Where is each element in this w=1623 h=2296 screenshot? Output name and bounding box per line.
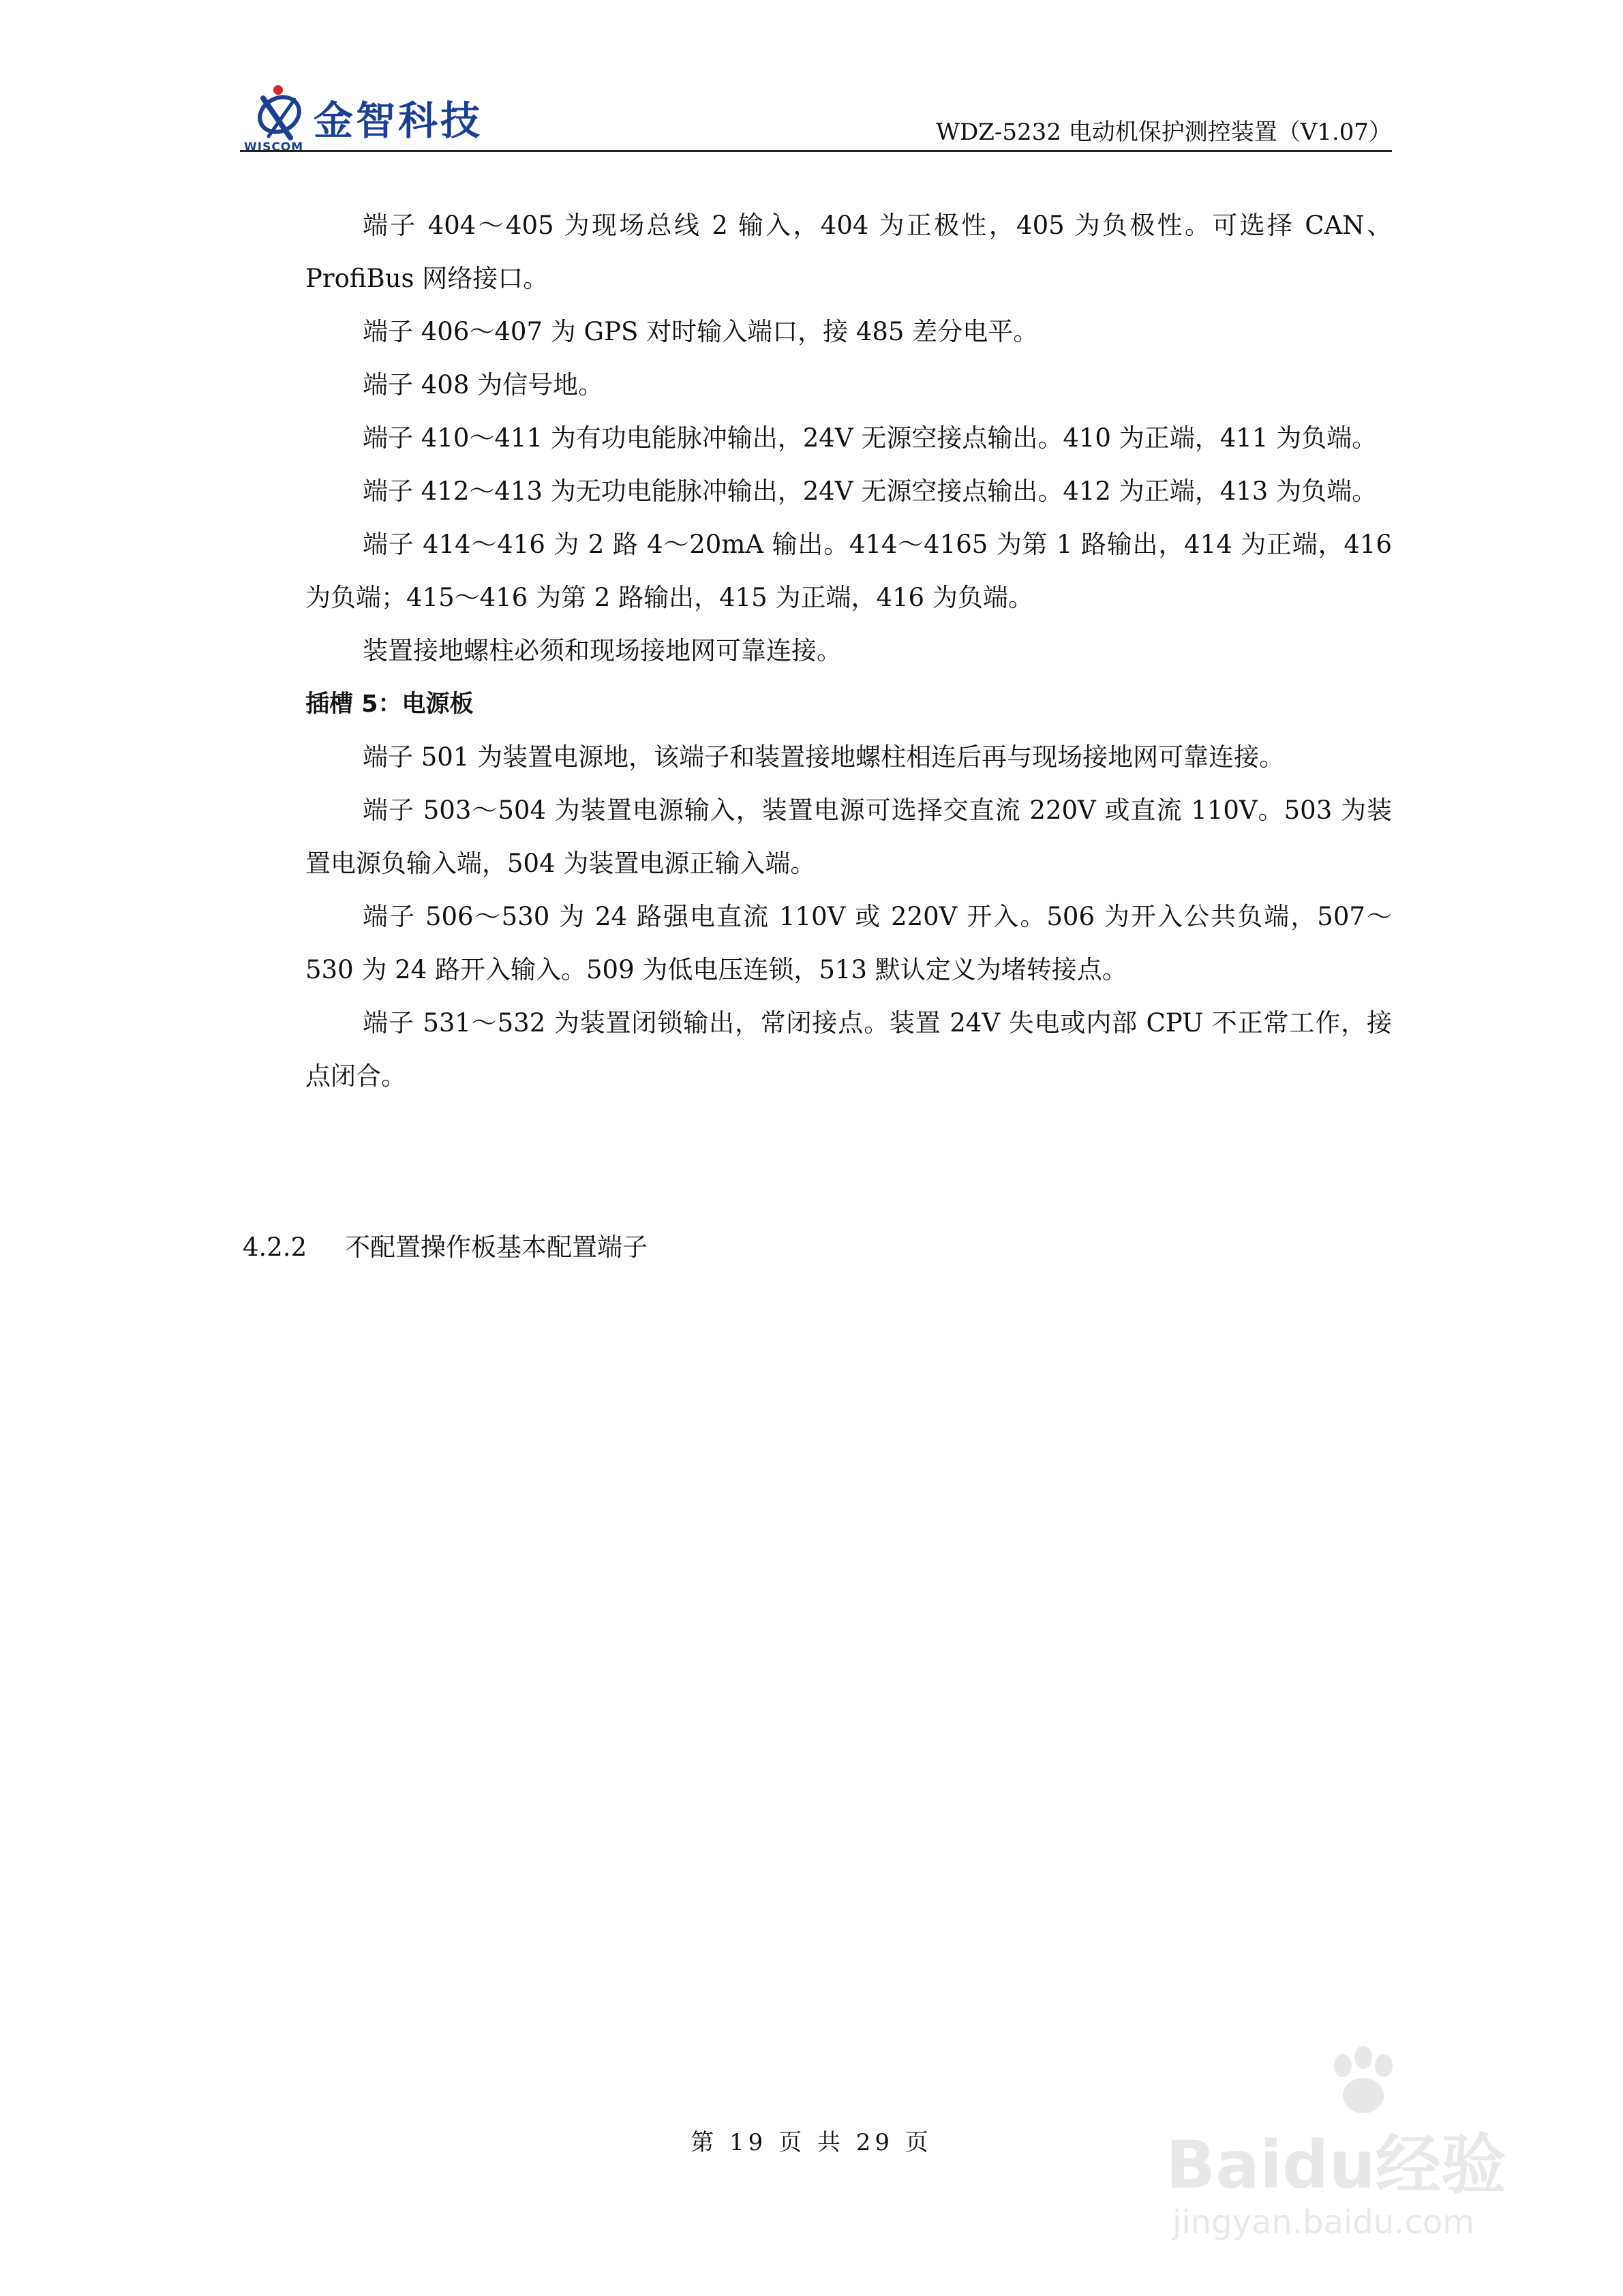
section-number: 4.2.2 xyxy=(243,1233,307,1262)
paragraph: 端子 503～504 为装置电源输入，装置电源可选择交直流 220V 或直流 110V。503 为装置电源负输入端，504 为装置电源正输入端。 xyxy=(305,796,1392,878)
wiscom-logo-icon xyxy=(244,80,307,154)
paragraph: 端子 408 为信号地。 xyxy=(363,370,604,399)
section-title: 不配置操作板基本配置端子 xyxy=(345,1233,648,1262)
paragraph: 端子 406～407 为 GPS 对时输入端口，接 485 差分电平。 xyxy=(363,317,1039,346)
paragraph: 端子 410～411 为有功电能脉冲输出，24V 无源空接点输出。410 为正端，411 为负端。 xyxy=(363,423,1378,453)
paragraph: 端子 531～532 为装置闭锁输出，常闭接点。装置 24V 失电或内部 CPU 不正常工作，接点闭合。 xyxy=(305,1008,1392,1091)
body-content xyxy=(305,199,1392,1103)
watermark-url: jingyan.baidu.com xyxy=(1172,2203,1474,2241)
section-heading xyxy=(243,1227,648,1268)
page-header xyxy=(240,65,1392,153)
header-divider xyxy=(240,150,1392,152)
paragraph: 端子 404～405 为现场总线 2 输入，404 为正极性，405 为负极性。可选择 CAN、ProfiBus 网络接口。 xyxy=(305,211,1392,293)
paragraph: 端子 412～413 为无功电能脉冲输出，24V 无源空接点输出。412 为正端，413 为负端。 xyxy=(363,477,1378,506)
logo-subtext: WISCOM xyxy=(244,140,304,154)
paw-icon xyxy=(1322,2045,1404,2120)
document-title: WDZ-5232 电动机保护测控装置（V1.07） xyxy=(936,119,1392,146)
watermark-brand: Baidu经验 xyxy=(1166,2127,1506,2203)
paragraph: 端子 414～416 为 2 路 4～20mA 输出。414～4165 为第 1 路输出，414 为正端，416 为负端；415～416 为第 2 路输出，415 为正端，416 为负端。 xyxy=(305,530,1392,612)
baidu-watermark xyxy=(1125,2045,1575,2250)
page-number: 第 19 页 共 29 页 xyxy=(691,2129,932,2156)
logo-text: 金智科技 xyxy=(314,97,483,144)
paragraph: 装置接地螺柱必须和现场接地网可靠连接。 xyxy=(363,636,842,665)
slot-heading: 插槽 5：电源板 xyxy=(305,691,474,718)
paragraph: 端子 506～530 为 24 路强电直流 110V 或 220V 开入。506 为开入公共负端，507～530 为 24 路开入输入。509 为低电压连锁，513 默认定义为堵转接点。 xyxy=(305,902,1392,984)
paragraph: 端子 501 为装置电源地，该端子和装置接地螺柱相连后再与现场接地网可靠连接。 xyxy=(363,742,1285,772)
